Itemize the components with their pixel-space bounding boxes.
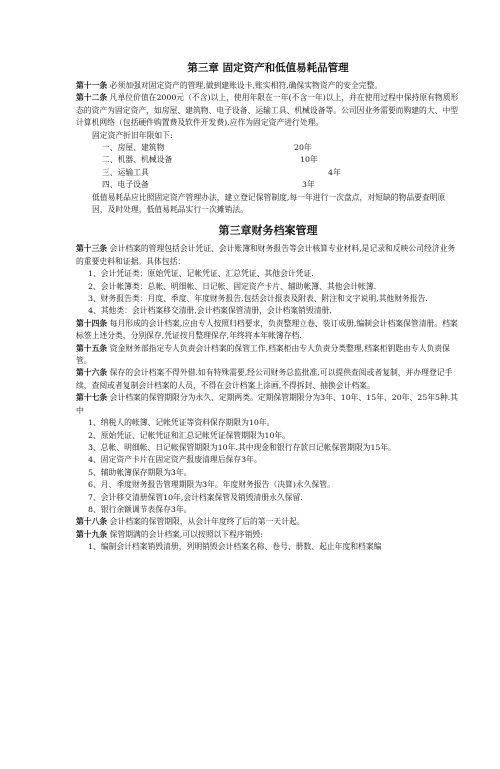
depreciation-years: 3年 [302, 180, 315, 190]
article-14-heading: 第十四条 [76, 318, 108, 328]
article-18-heading: 第十八条 [76, 517, 108, 527]
article-12-heading: 第十二条 [76, 93, 108, 103]
list-item: 8、银行余额调节表保存3年。 [88, 504, 192, 514]
depreciation-category: 一、房屋、建筑物 [102, 143, 165, 153]
depreciation-row [76, 179, 460, 191]
article-17 [76, 392, 460, 417]
article-12 [76, 92, 460, 129]
document-page [0, 62, 500, 769]
article-19 [76, 529, 460, 541]
list-item: 1、编制会计档案销毁清册，列明销毁会计档案名称、卷号、册数、起止年度和档案编 [88, 542, 382, 552]
article-18-text: 会计档案的保管期限，从会计年度终了后的第一天计起。 [109, 517, 305, 527]
list-item: 4、其他类：会计档案移交清册,会计档案保管清册，会计档案销毁清册, [88, 306, 332, 316]
article-13-text: 会计档案的管理包括会计凭证、会计账簿和财务报告等会计核算专业材料,是记录和反映公司经济业务的重要史料和证据。具体包括： [76, 244, 456, 266]
list-item: 2、原始凭证、记帐凭证和汇总记帐凭证保管期限为10年。 [88, 430, 291, 440]
article-15 [76, 343, 460, 368]
list-item: 6、月、季度财务报告管理期限为3年。年度财务报告（决算)永久保管。 [88, 480, 335, 490]
article-11-text: 必须加强对固定资产的管理,做到建账设卡,账实相符,确保实物资产的安全完整。 [109, 81, 383, 90]
depreciation-row [76, 154, 460, 166]
list-item: 4、固定资产卡片在固定资产报废清理后保存3年。 [88, 455, 262, 465]
article-17-text: 会计档案的保管期限分为永久、定期两类。定期保管期限分为3年、10年、15年、20年、25年5种.其中 [76, 393, 459, 415]
chapter-title-archives: 第三章财务档案管理 [218, 224, 318, 238]
article-16 [76, 367, 460, 392]
low-value-items-paragraph: 低值易耗品应比照固定资产管理办法，建立登记保管制度,每一年进行一次盘点，对短缺的物品要查明原因，及时处理，低值易耗品实行一次摊销法。 [92, 192, 446, 214]
list-item: 1、会计凭证类：原始凭证、记帐凭证、汇总凭证、其他会计凭证. [88, 269, 314, 279]
article-14 [76, 318, 460, 343]
article-16-text: 保存的会计档案不得外借.如有特殊需要,经公司财务总监批准,可以提供查阅或者复制，并办理登记手续，查阅或者复制会计档案的人员，不得在会计档案上涂画,不得拆封、抽换会计档案。 [76, 368, 453, 390]
article-15-heading: 第十五条 [76, 343, 108, 353]
article-13 [76, 243, 460, 268]
list-item: 2、会计帐簿类：总帐、明细帐、日记帐、固定资产卡片、辅助帐簿、其他会计帐簿. [88, 281, 377, 291]
list-item: 5、辅助帐簿保存期限为3年。 [88, 467, 192, 477]
article-13-heading: 第十三条 [76, 244, 108, 254]
list-item: 1、纳税人的帐簿、记帐凭证等资料保存期限为10年。 [88, 418, 275, 428]
depreciation-years: 20年 [294, 143, 312, 153]
depreciation-intro: 固定资产折旧年限如下: [92, 130, 173, 140]
article-12-text: 凡单位价值在2000元（不含)以上，使用年限在一年(不含一年)以上，并在使用过程中保持原有物质形态的资产为固定资产，如房屋、建筑物、电子设备、运输工具、机械设备等。公司因业务需要而购建的大、中型计算机网络（包括硬件购置费及软件开发费),应作为固定资产进行处理。 [76, 93, 459, 128]
chapter-title-assets: 第三章 固定资产和低值易耗品管理 [187, 62, 349, 74]
list-item: 3、总帐、明细帐、日记帐保管期限为10年.其中现金和银行存款日记帐保管期限为15年。 [88, 442, 396, 452]
article-15-text: 资金财务部指定专人负责会计档案的保管工作,档案柜由专人负责分类整理,档案柜钥匙由专人负责保管。 [76, 343, 450, 366]
article-19-text: 保管期满的会计档案,可以按照以下程序销毁: [109, 529, 263, 539]
depreciation-category: 三、运输工具 [102, 167, 149, 177]
article-18 [76, 516, 460, 528]
depreciation-category: 四、电子设备 [102, 180, 149, 190]
article-16-heading: 第十六条 [76, 368, 108, 378]
list-item: 3、财务报告类：月度、季度、年度财务报告,包括会计报表及附表、附注和文字说明,其他财务报告. [88, 294, 428, 304]
article-14-text: 每月形成的会计档案,应由专人按照归档要求，负责整理立卷、装订成册,编制会计档案保管清册。档案标签上述分类，分别保存,凭证按月整理保存,年终将本年帐簿存档. [76, 318, 458, 341]
article-11 [76, 80, 460, 92]
depreciation-row [76, 142, 460, 154]
article-11-heading: 第十一条 [76, 81, 108, 90]
depreciation-years: 4年 [328, 167, 341, 177]
article-17-heading: 第十七条 [76, 393, 108, 403]
depreciation-row [76, 167, 460, 179]
depreciation-years: 10年 [300, 155, 318, 165]
article-19-heading: 第十九条 [76, 529, 108, 539]
list-item: 7、会计移交清册保管10年,会计档案保管及销毁清册永久保留. [88, 492, 303, 502]
depreciation-category: 二、机器、机械设备 [102, 155, 173, 165]
